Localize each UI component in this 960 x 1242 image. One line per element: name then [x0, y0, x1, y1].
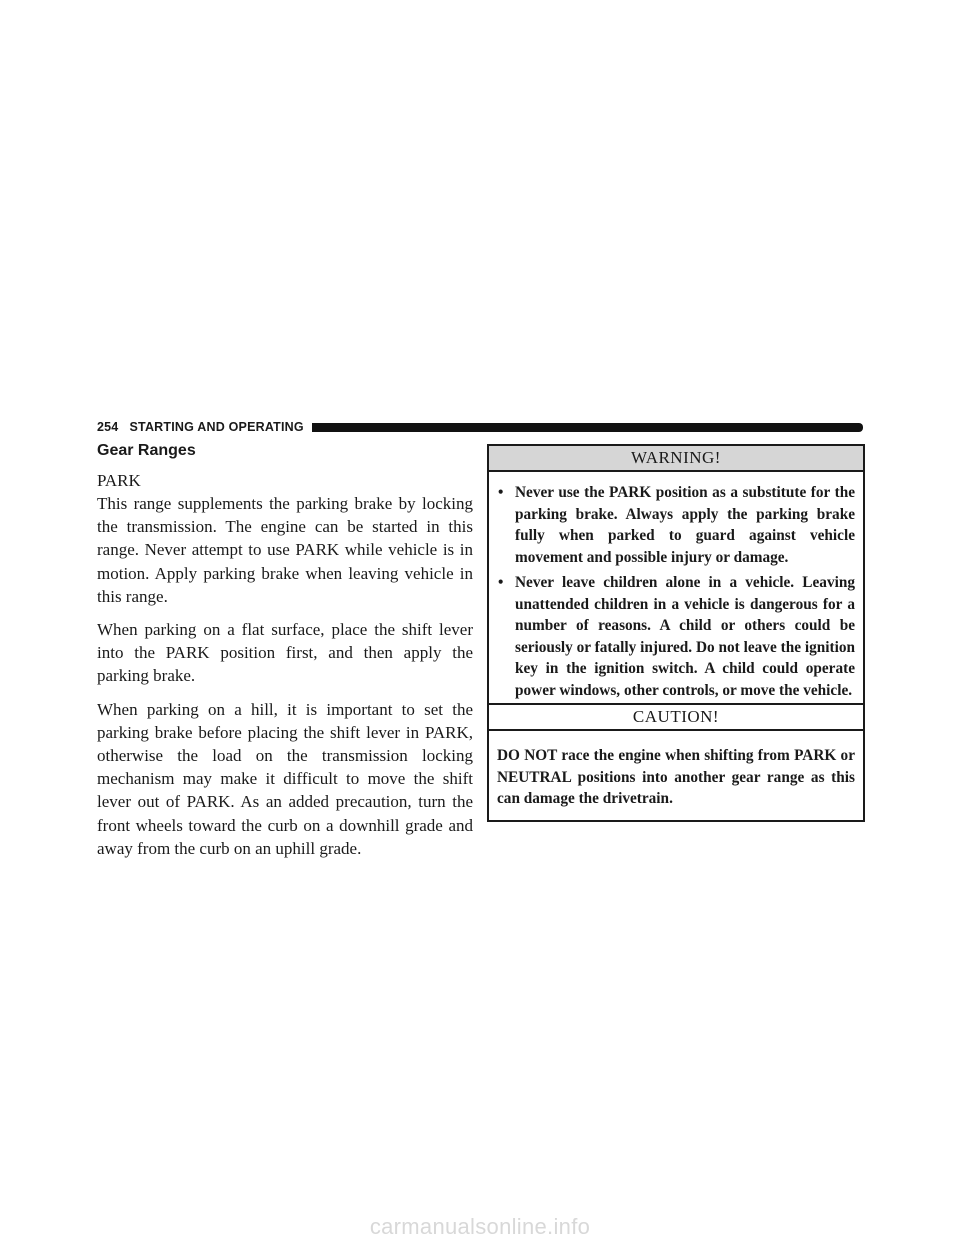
page-header — [97, 417, 863, 437]
paragraph: This range supplements the parking brake by locking the transmission. The engine can be started in this range. Never attempt to use PARK while vehicle is in motion. Apply parking brake when leaving vehicle in this range. — [97, 494, 473, 606]
watermark: carmanualsonline.info — [369, 1214, 591, 1239]
list-item — [497, 482, 855, 568]
page-number: 254 — [97, 420, 119, 434]
paragraph: When parking on a hill, it is important to set the parking brake before placing the shift lever in PARK, otherwise the load on the transmission locking mechanism may make it difficult to move the shift lever out of PARK. As an added precaution, turn the front wheels toward the curb on a downhill grade and away from the curb on an uphill grade. — [97, 699, 473, 858]
section-title: STARTING AND OPERATING — [129, 420, 304, 434]
bullet-icon: • — [498, 484, 504, 501]
bullet-icon: • — [498, 574, 504, 591]
caution-text: DO NOT race the engine when shifting from PARK or NEUTRAL positions into another gear range as this can damage the drivetrain. — [497, 747, 855, 807]
warning-title: WARNING! — [489, 446, 863, 472]
list-item — [497, 572, 855, 701]
warning-box — [487, 444, 865, 715]
body-text-column — [97, 441, 473, 870]
paragraph: When parking on a flat surface, place the shift lever into the PARK position first, and then apply the parking brake. — [97, 620, 473, 686]
subheading-park: PARK — [97, 471, 141, 490]
warning-item-text: Never use the PARK position as a substitute for the parking brake. Always apply the parking brake fully when parked to guard against vehicle movement and possible injury or damage. — [515, 484, 855, 566]
caution-box — [487, 703, 865, 822]
caution-title: CAUTION! — [489, 705, 863, 731]
page-header-label — [97, 420, 312, 434]
warning-body — [489, 472, 863, 713]
warning-item-text: Never leave children alone in a vehicle. Leaving unattended children in a vehicle is dangerous for a number of reasons. A child or others could be seriously or fatally injured. Do not leave the ignition key in the ignition switch. A child could operate power windows, other controls, or move the vehicle. — [515, 574, 855, 699]
header-rule — [312, 423, 863, 432]
section-heading: Gear Ranges — [97, 442, 196, 459]
